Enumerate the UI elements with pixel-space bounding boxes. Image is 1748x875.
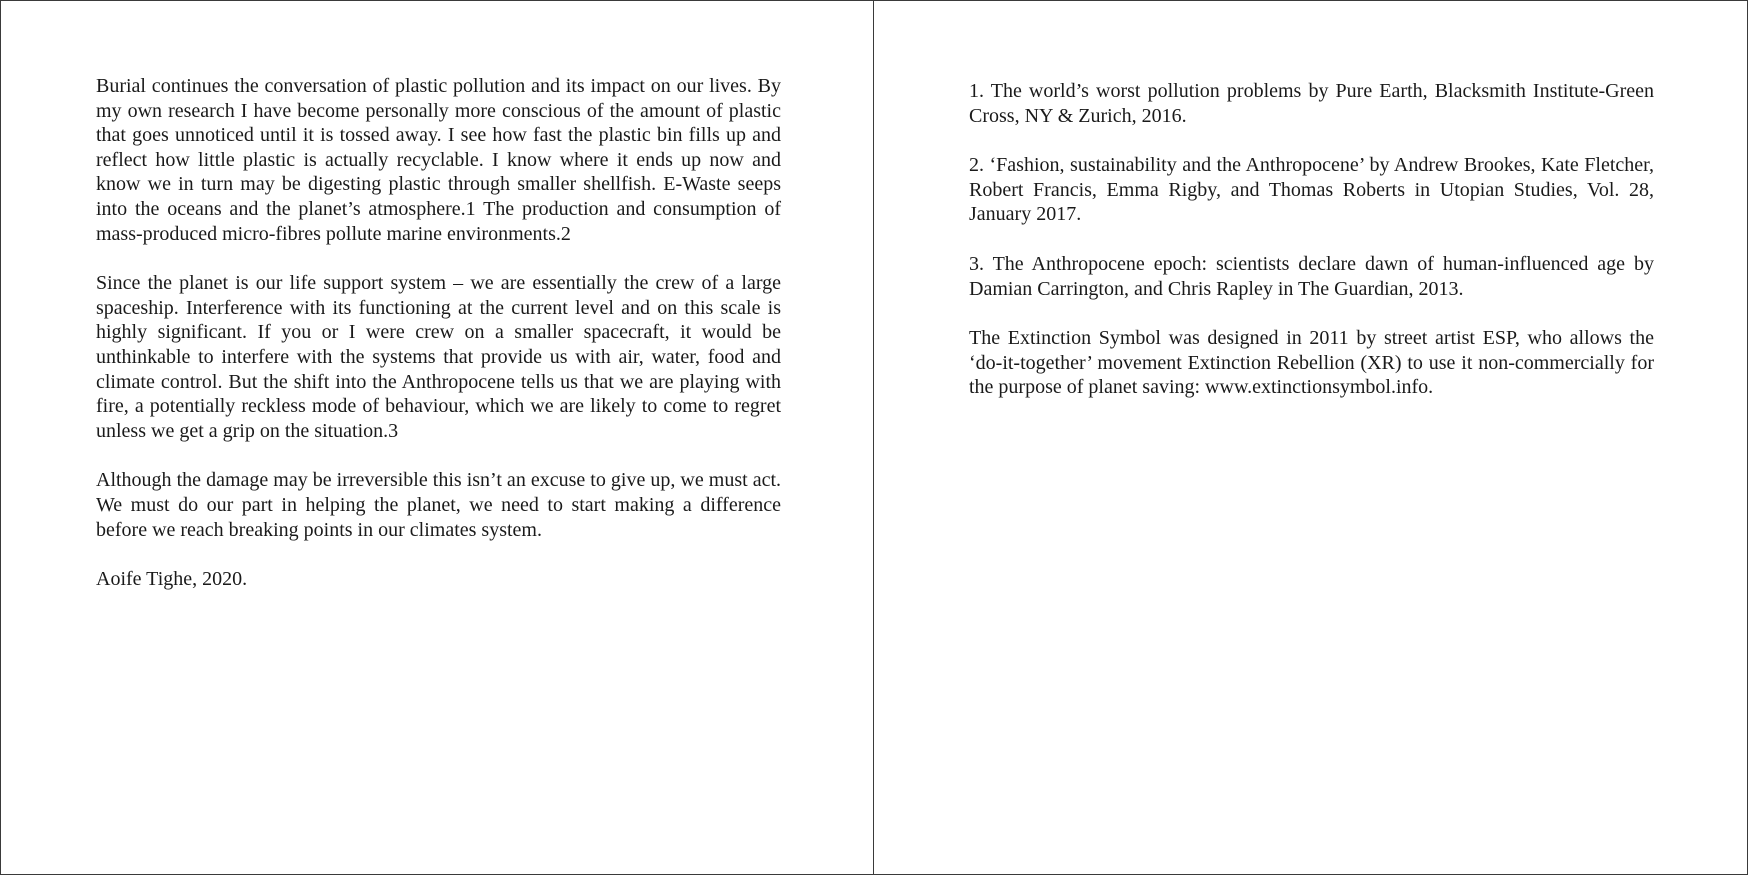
reference-2: 2. ‘Fashion, sustainability and the Anthropocene’ by Andrew Brookes, Kate Fletcher, Robert Francis, Emma Rigby, and Thomas Roberts in Utopian Studies, Vol. 28, January 2017.: [969, 154, 1654, 226]
reference-1: 1. The world’s worst pollution problems by Pure Earth, Blacksmith Institute-Green Cross, NY & Zurich, 2016.: [969, 80, 1654, 127]
references-text: [969, 79, 1654, 400]
left-page: [1, 1, 874, 874]
right-page: [875, 1, 1747, 874]
essay-paragraph-3: Although the damage may be irreversible this isn’t an excuse to give up, we must act. We must do our part in helping the planet, we need to start making a difference before we reach breaking points in our climates system.: [96, 469, 781, 541]
essay-paragraph-2: Since the planet is our life support system – we are essentially the crew of a large spaceship. Interference with its functioning at the current level and on this scale is highly significant. If you or I were crew on a smaller spacecraft, it would be unthinkable to interfere with the systems that provide us with air, water, food and climate control. But the shift into the Anthropocene tells us that we are playing with fire, a potentially reckless mode of behaviour, which we are likely to come to regret unless we get a grip on the situation.3: [96, 272, 781, 442]
extinction-symbol-note: The Extinction Symbol was designed in 2011 by street artist ESP, who allows the ‘do-it-together’ movement Extinction Rebellion (XR) to use it non-commercially for the purpose of planet saving: www.extinctionsymbol.info.: [969, 327, 1654, 399]
essay-text: [96, 74, 781, 592]
author-signature: Aoife Tighe, 2020.: [96, 568, 248, 591]
essay-paragraph-1: Burial continues the conversation of plastic pollution and its impact on our lives. By my own research I have become personally more conscious of the amount of plastic that goes unnoticed until it is tossed away. I see how fast the plastic bin fills up and reflect how little plastic is actually recyclable. I know where it ends up now and know we in turn may be digesting plastic through smaller shellfish. E-Waste seeps into the oceans and the planet’s atmosphere.1 The production and consumption of mass-produced micro-fibres pollute marine environments.2: [96, 75, 781, 245]
reference-3: 3. The Anthropocene epoch: scientists declare dawn of human-influenced age by Damian Carrington, and Chris Rapley in The Guardian, 2013.: [969, 252, 1654, 300]
